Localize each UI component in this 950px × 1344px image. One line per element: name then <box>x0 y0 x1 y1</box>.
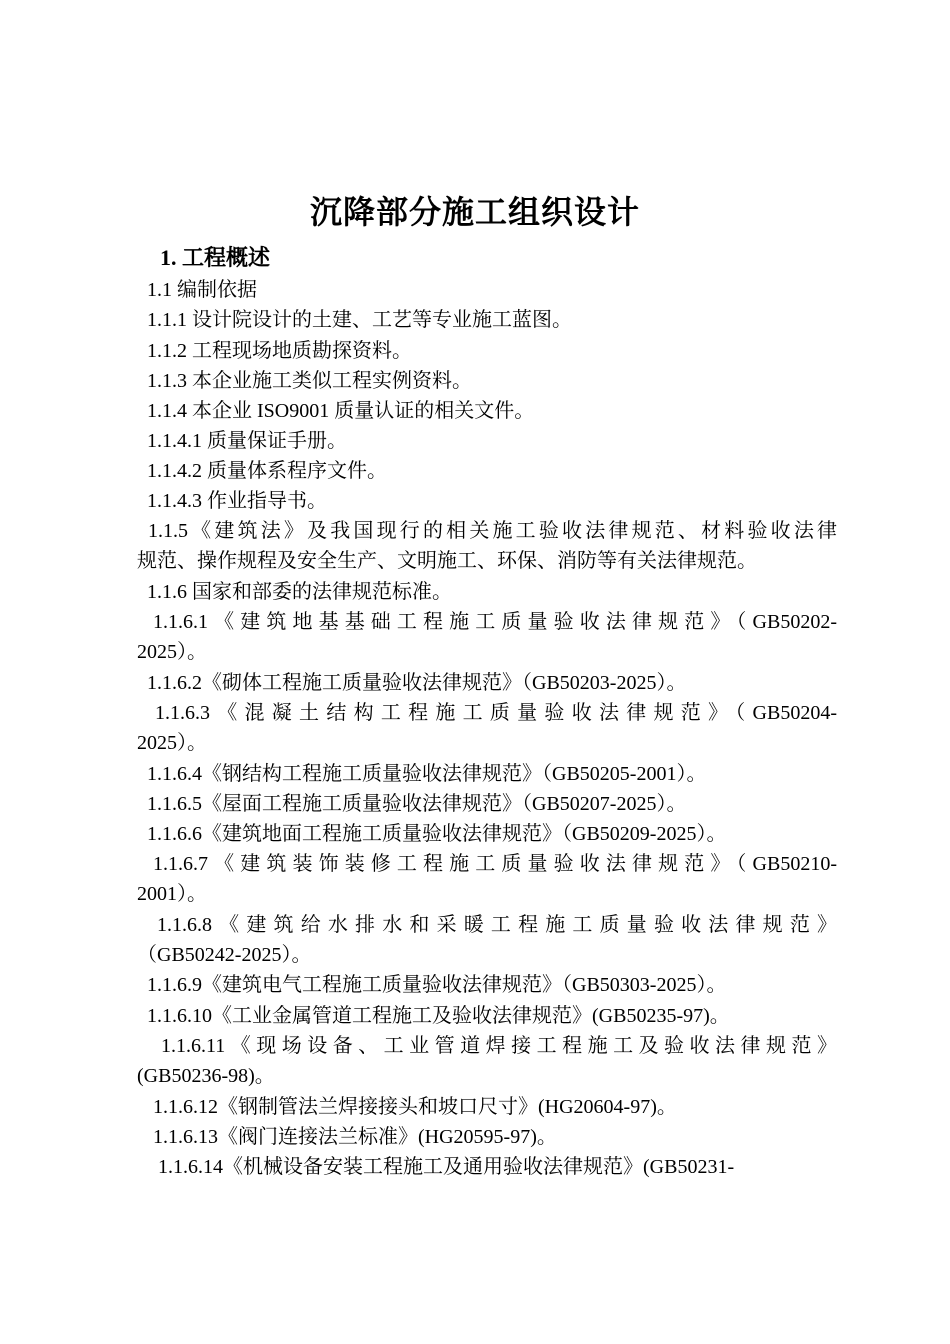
text-line: （GB50242-2025）。 <box>137 944 312 966</box>
document-title: 沉降部分施工组织设计 <box>309 194 640 230</box>
text-line: 1.1 编制依据 <box>147 279 257 301</box>
text-line: 1.1.6.14《机械设备安装工程施工及通用验收法律规范》(GB50231- <box>158 1156 735 1178</box>
text-line: 2025）。 <box>137 732 207 754</box>
text-line: 1.1.4.3 作业指导书。 <box>147 490 327 512</box>
text-line: 1.1.6 国家和部委的法律规范标准。 <box>147 581 452 603</box>
text-line: 1.1.6.4《钢结构工程施工质量验收法律规范》（GB50205-2001）。 <box>147 763 707 785</box>
text-line: 2001）。 <box>137 883 207 905</box>
text-line: 1.1.4 本企业 ISO9001 质量认证的相关文件。 <box>147 400 535 422</box>
text-line-justified: 1.1.6.8《建筑给水排水和采暖工程施工质量验收法律规范》 <box>157 914 837 936</box>
text-line: 2025）。 <box>137 641 207 663</box>
text-line: 规范、操作规程及安全生产、文明施工、环保、消防等有关法律规范。 <box>137 550 757 572</box>
text-line: (GB50236-98)。 <box>137 1065 275 1087</box>
text-line: 1.1.6.9《建筑电气工程施工质量验收法律规范》（GB50303-2025）。 <box>147 974 727 996</box>
section-heading: 1. 工程概述 <box>160 245 271 270</box>
text-line-justified: 1.1.6.3《混凝土结构工程施工质量验收法律规范》（GB50204- <box>155 702 837 724</box>
text-line: 1.1.6.12《钢制管法兰焊接接头和坡口尺寸》(HG20604-97)。 <box>153 1096 677 1118</box>
text-line: 1.1.6.2《砌体工程施工质量验收法律规范》（GB50203-2025）。 <box>147 672 687 694</box>
text-line: 1.1.6.10《工业金属管道工程施工及验收法律规范》(GB50235-97)。 <box>147 1005 730 1027</box>
text-line-justified: 1.1.6.7《建筑装饰装修工程施工质量验收法律规范》（GB50210- <box>153 853 837 875</box>
text-line-justified: 1.1.5《建筑法》及我国现行的相关施工验收法律规范、材料验收法律 <box>148 520 837 542</box>
text-line: 1.1.6.5《屋面工程施工质量验收法律规范》（GB50207-2025）。 <box>147 793 687 815</box>
text-line: 1.1.6.6《建筑地面工程施工质量验收法律规范》（GB50209-2025）。 <box>147 823 727 845</box>
text-line-justified: 1.1.6.11《现场设备、工业管道焊接工程施工及验收法律规范》 <box>161 1035 837 1057</box>
text-line-justified: 1.1.6.1《建筑地基基础工程施工质量验收法律规范》（GB50202- <box>153 611 837 633</box>
text-line: 1.1.3 本企业施工类似工程实例资料。 <box>147 370 472 392</box>
text-line: 1.1.1 设计院设计的土建、工艺等专业施工蓝图。 <box>147 309 572 331</box>
text-line: 1.1.2 工程现场地质勘探资料。 <box>147 340 412 362</box>
text-line: 1.1.4.1 质量保证手册。 <box>147 430 347 452</box>
text-line: 1.1.4.2 质量体系程序文件。 <box>147 460 387 482</box>
text-line: 1.1.6.13《阀门连接法兰标准》(HG20595-97)。 <box>153 1126 557 1148</box>
